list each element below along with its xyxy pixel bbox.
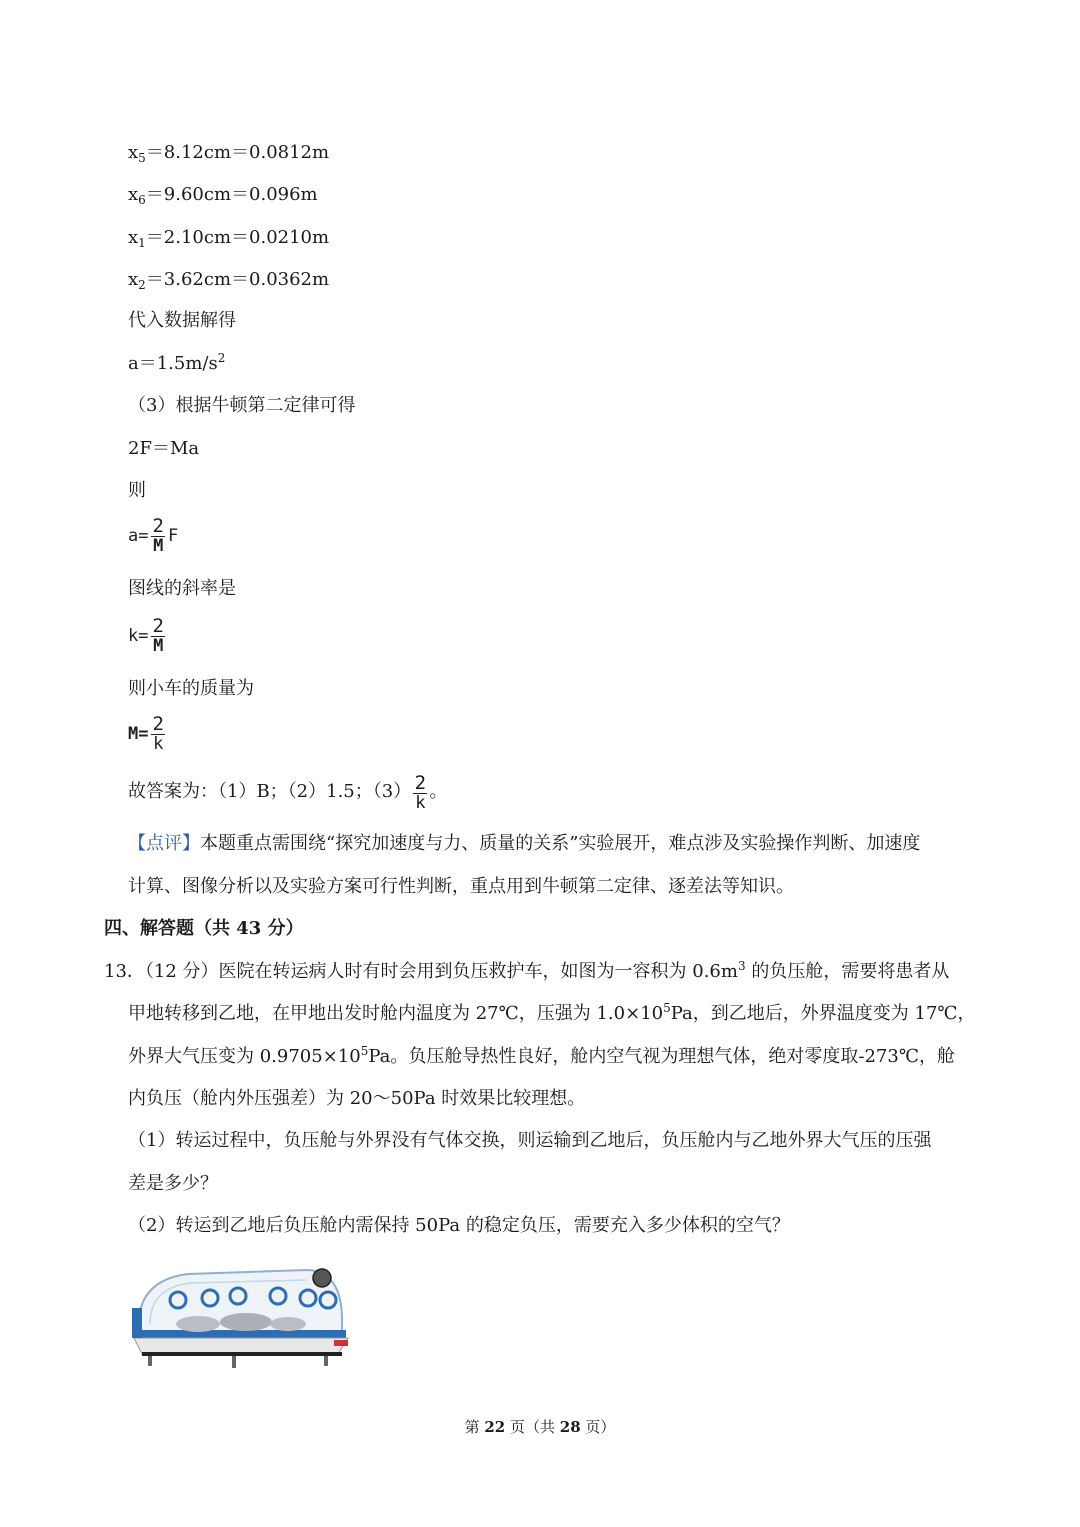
- subquestion-2: （2）转运到乙地后负压舱内需保持 50Pa 的稳定负压，需要充入多少体积的空气？: [128, 1215, 790, 1236]
- denominator: k: [153, 734, 164, 754]
- superscript: 3: [737, 959, 746, 973]
- answer-prefix: 故答案为：（1）B；（2）1.5；（3）: [128, 781, 412, 802]
- formula-right: F: [167, 525, 179, 546]
- q-text: Pa。负压舱导热性良好，舱内空气视为理想气体，绝对零度取-273℃，舱: [368, 1046, 955, 1067]
- denominator: M: [153, 636, 164, 656]
- then-text: 则: [128, 480, 146, 501]
- subquestion-1-line-2: 差是多少？: [128, 1173, 218, 1194]
- subscript: 6: [138, 193, 146, 207]
- q-text: 甲地转移到乙地，在甲地出发时舱内温度为 27℃，压强为 1.0×10: [128, 1003, 664, 1024]
- q-text: 13．（12 分）医院在转运病人时有时会用到负压救护车，如图为一容积为 0.6m: [104, 961, 738, 982]
- accel-text: a＝1.5m/s: [128, 353, 218, 374]
- total-pages-number: 28: [559, 1418, 581, 1436]
- review-label: 【点评】: [128, 833, 200, 854]
- formula-left: a=: [128, 525, 149, 546]
- review-text: 本题重点需围绕“探究加速度与力、质量的关系”实验展开，难点涉及实验操作判断、加速度: [200, 833, 921, 854]
- answer-line: [128, 772, 447, 812]
- question-line-4: 内负压（舱内外压强差）为 20～50Pa 时效果比较理想。: [128, 1088, 586, 1109]
- q-text: Pa，到乙地后，外界温度变为 17℃，: [670, 1003, 976, 1024]
- footer-text: 页（共: [505, 1418, 560, 1436]
- denominator: k: [415, 792, 426, 813]
- equation-value: ＝2.10cm＝0.0210m: [145, 227, 330, 248]
- var-x: x: [128, 269, 139, 290]
- answer-suffix: 。: [429, 781, 448, 802]
- fraction: [150, 516, 165, 555]
- question-line-2: [128, 1001, 976, 1027]
- numerator: 2: [152, 615, 164, 637]
- mass-intro: 则小车的质量为: [128, 678, 254, 699]
- newton-equation: 2F＝Ma: [128, 438, 200, 459]
- var-x: x: [128, 184, 139, 205]
- superscript: 5: [663, 1001, 671, 1015]
- formula-a: [128, 516, 178, 555]
- numerator: 2: [152, 713, 164, 735]
- q-text: 的负压舱，需要将患者从: [745, 961, 950, 982]
- formula-left: M=: [128, 723, 149, 744]
- slope-intro: 图线的斜率是: [128, 578, 236, 599]
- part3-intro: （3）根据牛顿第二定律可得: [128, 395, 356, 416]
- footer-text: 第: [464, 1418, 485, 1436]
- superscript: 5: [360, 1044, 369, 1058]
- question-line-3: [128, 1044, 955, 1070]
- superscript: 2: [217, 351, 226, 365]
- denominator: M: [153, 536, 164, 556]
- substitute-text: 代入数据解得: [128, 310, 236, 331]
- section-title: 四、解答题（共 43 分）: [104, 918, 304, 939]
- numerator: 2: [152, 515, 164, 537]
- fraction: [150, 714, 165, 753]
- subscript: 5: [138, 151, 146, 165]
- subquestion-1-line-1: （1）转运过程中，负压舱与外界没有气体交换，则运输到乙地后，负压舱内与乙地外界大气压的压强: [128, 1130, 932, 1151]
- formula-m: [128, 714, 168, 753]
- negative-pressure-chamber-image: [128, 1258, 356, 1376]
- subscript: 1: [138, 236, 146, 250]
- current-page-number: 22: [484, 1418, 506, 1436]
- equation-x5: [128, 140, 329, 166]
- review-line-1: [128, 831, 920, 857]
- equation-value: ＝3.62cm＝0.0362m: [145, 269, 330, 290]
- answer-fraction: [413, 773, 427, 812]
- var-x: x: [128, 227, 139, 248]
- formula-k: [128, 616, 168, 655]
- footer-text: 页）: [580, 1418, 616, 1436]
- subscript: 2: [138, 278, 146, 292]
- acceleration-result: [128, 351, 225, 377]
- page-footer: [0, 1416, 1080, 1438]
- q-text: 外界大气压变为 0.9705×10: [128, 1046, 361, 1067]
- question-line-1: [104, 959, 949, 985]
- formula-left: k=: [128, 625, 149, 646]
- equation-value: ＝8.12cm＝0.0812m: [145, 142, 330, 163]
- fraction: [150, 616, 165, 655]
- numerator: 2: [414, 771, 427, 794]
- equation-x2: [128, 267, 329, 293]
- equation-value: ＝9.60cm＝0.096m: [145, 184, 318, 205]
- equation-x1: [128, 225, 329, 251]
- review-line-2: 计算、图像分析以及实验方案可行性判断，重点用到牛顿第二定律、逐差法等知识。: [128, 876, 794, 897]
- equation-x6: [128, 182, 318, 208]
- var-x: x: [128, 142, 139, 163]
